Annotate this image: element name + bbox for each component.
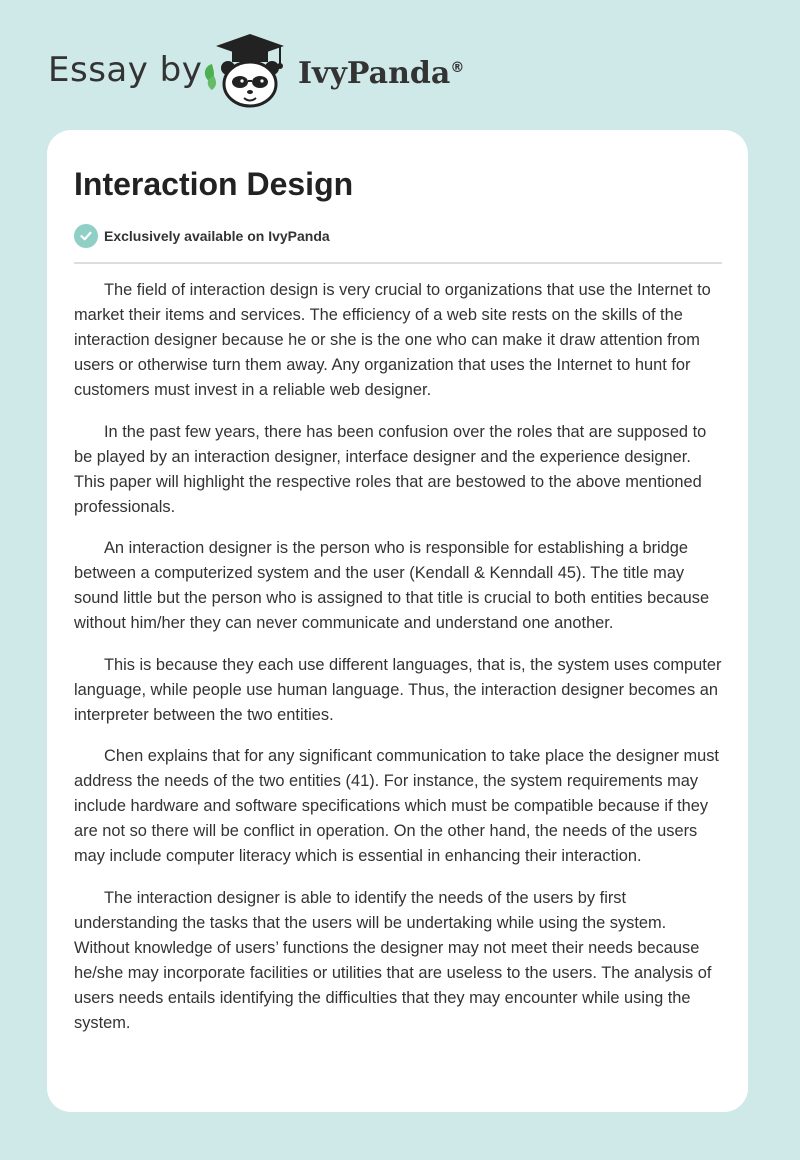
paragraph: This is because they each use different languages, that is, the system uses computer language, while people use human language. Thus, the interaction designer becomes an interpreter between the two entities. [74, 655, 722, 724]
panda-graduate-logo-icon[interactable] [198, 30, 298, 110]
exclusive-badge-label: Exclusively available on IvyPanda [104, 228, 330, 244]
exclusive-badge [74, 223, 722, 249]
registered-mark: ® [450, 60, 465, 76]
paragraph: An interaction designer is the person who is responsible for establishing a bridge between a computerized system and the user (Kendall & Kenndall 45). The title may sound little but the person who is assigned to that title is crucial to both entities because without him/her they can never communicate and understand one another. [74, 539, 710, 632]
brand-name-text: IvyPanda [298, 56, 451, 91]
divider [74, 262, 722, 264]
essay-body [74, 278, 724, 1036]
essay-card [47, 130, 748, 1112]
paragraph: The field of interaction design is very crucial to organizations that use the Internet to market their items and services. The efficiency of a web site rests on the skills of the interaction designer because he or she is the one who can make it draw attention from users or otherwise turn them away. Any organization that uses the Internet to hunt for customers must invest in a reliable web designer. [74, 281, 711, 399]
check-icon [74, 224, 98, 248]
paragraph: In the past few years, there has been confusion over the roles that are supposed to be played by an interaction designer, interface designer and the experience designer. This paper will highlight the respective roles that are bestowed to the above mentioned professionals. [74, 422, 707, 516]
paragraph: Chen explains that for any significant communication to take place the designer must address the needs of the two entities (41). For instance, the system requirements may include hardware and software specifications which must be compatible because if they are not so there will be conflict in operation. On the other hand, the needs of the users may include computer literacy which is essential in enhancing their interaction. [74, 747, 719, 865]
essay-by-label: Essay by [48, 50, 203, 90]
paragraph: The interaction designer is able to identify the needs of the users by first understanding the tasks that the users will be undertaking while using the system. Without knowledge of users’ functions the designer may not meet their needs because he/she may incorporate facilities or utilities that are useless to the users. The analysis of users needs entails identifying the difficulties that they may encounter while using the system. [74, 888, 712, 1032]
brand-name[interactable] [298, 56, 464, 91]
site-header [48, 30, 508, 110]
page-title: Interaction Design [74, 166, 354, 202]
